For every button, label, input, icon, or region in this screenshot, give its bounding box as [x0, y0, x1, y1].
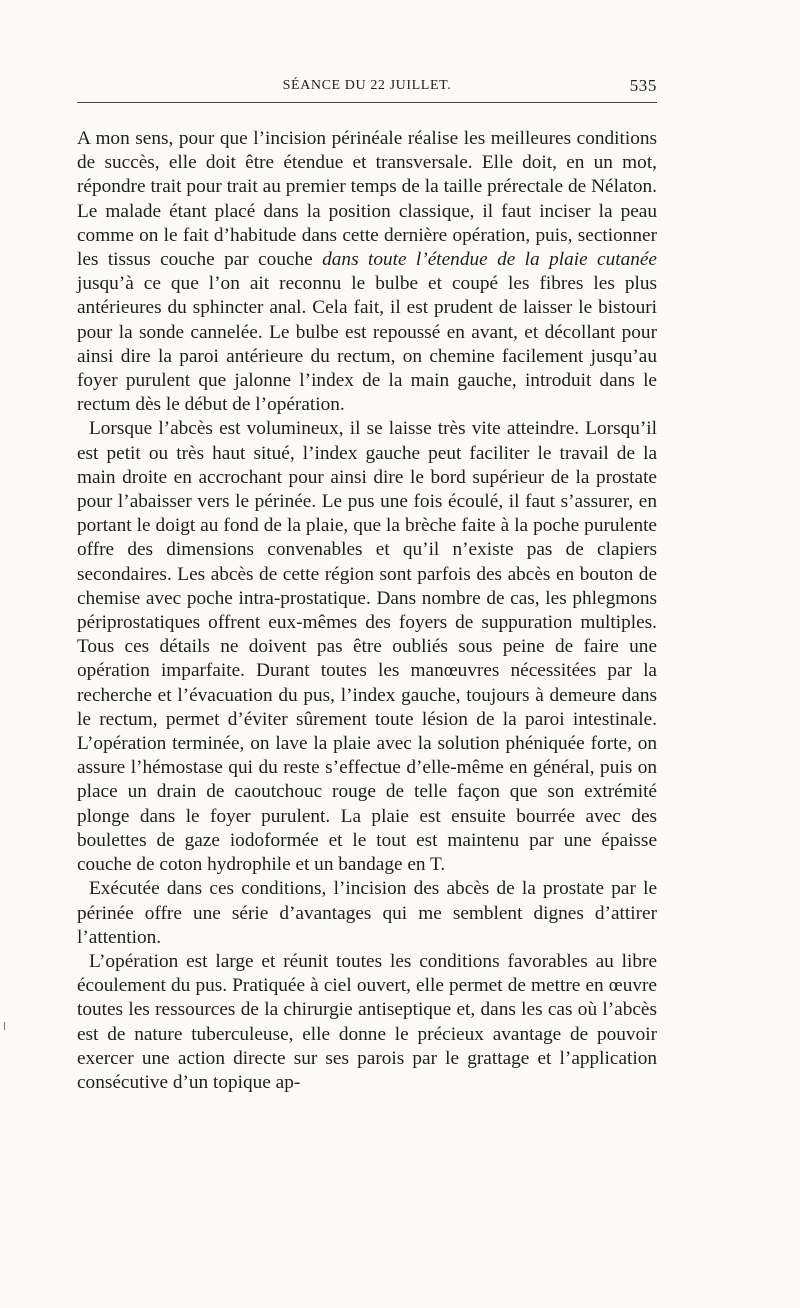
running-header	[77, 70, 657, 94]
paragraph-1	[77, 127, 657, 417]
margin-mark	[4, 1022, 5, 1030]
page-number: 535	[629, 76, 657, 95]
paragraph-1-text-end: jusqu’à ce que l’on ait reconnu le bulbe et coupé les fibres les plus antérieures du sphincter anal. Cela fait, il est prudent de laisser le bistouri pour la sonde cannelée. Le bulbe est repoussé en avant, et décollant pour ainsi dire la paroi antérieure du rectum, on chemine facilement jusqu’au foyer purulent que jalonne l’index de la main gauche, introduit dans le rectum dès le début de l’opération.	[77, 273, 657, 416]
paragraph-2: Lorsque l’abcès est volumineux, il se laisse très vite atteindre. Lorsqu’il est petit ou très haut situé, l’index gauche peut faciliter le travail de la main droite en accrochant pour ainsi dire le bord supérieur de la prostate pour l’abaisser vers le périnée. Le pus une fois écoulé, il faut s’assurer, en portant le doigt au fond de la plaie, que la brèche faite à la poche purulente offre des dimensions convenables et qu’il n’existe pas de clapiers secondaires. Les abcès de cette région sont parfois des abcès en bouton de chemise avec poche intra-prostatique. Dans nombre de cas, les phlegmons périprostatiques offrent eux-mêmes des foyers de suppuration multiples. Tous ces détails ne doivent pas être oubliés sous peine de faire une opération imparfaite. Durant toutes les manœuvres nécessitées par la recherche et l’évacuation du pus, l’index gauche, toujours à demeure dans le rectum, permet d’éviter sûrement toute lésion de la paroi intestinale. L’opération terminée, on lave la plaie avec la solution phéniquée forte, on assure l’hémostase qui du reste s’effectue d’elle-même en général, puis on place un drain de caoutchouc rouge de telle façon que son extrémité plonge dans le foyer purulent. La plaie est ensuite bourrée avec des boulettes de gaze iodoformée et le tout est maintenu par une épaisse couche de coton hydrophile et un bandage en T.	[77, 418, 657, 876]
paragraph-1-text-start: A mon sens, pour que l’incision périnéale réalise les meilleures conditions de succès, elle doit être étendue et transversale. Elle doit, en un mot, répondre trait pour trait au premier temps de la taille prérectale de Nélaton. Le malade étant placé dans la position classique, il faut inciser la peau comme on le fait d’habitude dans cette dernière opération, puis, sectionner les tissus couche par couche	[77, 128, 657, 271]
paragraph-4: L’opération est large et réunit toutes les conditions favorables au libre écoulement du pus. Pratiquée à ciel ouvert, elle permet de mettre en œuvre toutes les ressources de la chirurgie antiseptique et, dans les cas où l’abcès est de nature tuberculeuse, elle donne le précieux avantage de pouvoir exercer une action directe sur ses parois par le grattage et l’application consécutive d’un topique ap-	[77, 950, 657, 1093]
italic-phrase: dans toute l’étendue de la plaie cutanée	[322, 249, 657, 271]
paragraph-3: Exécutée dans ces conditions, l’incision des abcès de la prostate par le périnée offre une série d’avantages qui me semblent dignes d’attirer l’attention.	[77, 878, 657, 948]
book-page	[77, 70, 657, 1095]
running-title: SÉANCE DU 22 JUILLET.	[282, 78, 452, 93]
header-rule	[77, 102, 657, 103]
main-text	[77, 127, 657, 1095]
